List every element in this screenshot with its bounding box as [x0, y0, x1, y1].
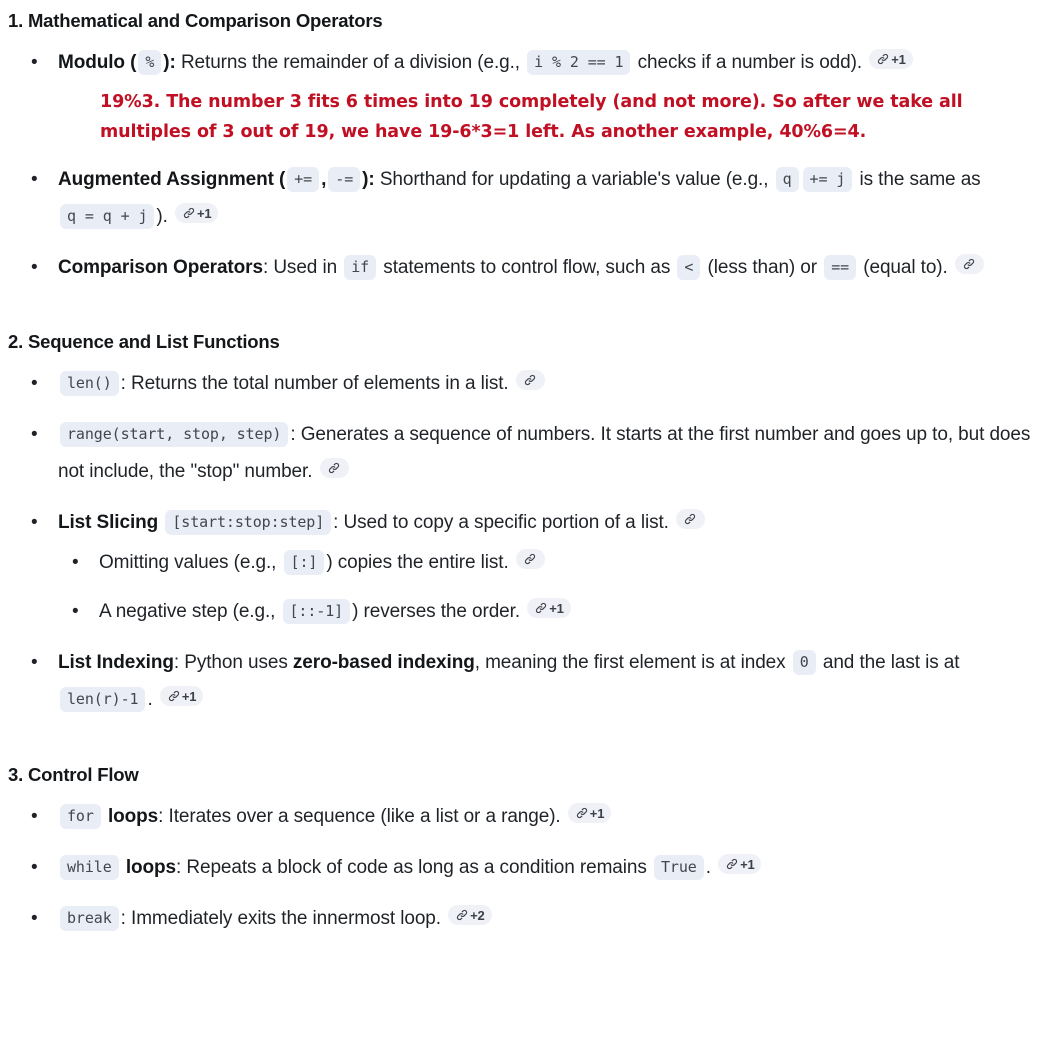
text-indexing-b: , meaning the first element is at index	[474, 652, 786, 674]
text-augmented-b: is the same as	[859, 169, 981, 191]
list-item-list-slicing	[4, 504, 1044, 630]
term-augmented-comma: ,	[321, 169, 327, 191]
text-while-a: : Repeats a block of code as long as a condition remains	[176, 857, 647, 879]
text-indexing-c: and the last is at	[822, 652, 960, 674]
list-item-len	[4, 365, 1044, 402]
code-chip-plus-equals-j: += j	[803, 167, 853, 192]
code-chip-break: break	[60, 906, 119, 931]
code-chip-len: len()	[60, 371, 119, 396]
text-comparison-a: Used in	[273, 257, 338, 279]
citation-count: +1	[549, 600, 564, 616]
code-chip-minus-equals: -=	[328, 167, 360, 192]
term-modulo-close: ):	[163, 52, 176, 74]
citation-count: +1	[196, 205, 212, 221]
link-icon	[182, 206, 196, 220]
bullet-marker: •	[31, 512, 38, 534]
citation-badge[interactable]	[320, 458, 349, 478]
link-icon	[575, 806, 589, 820]
term-comparison-colon: :	[262, 257, 269, 279]
link-icon	[962, 257, 976, 271]
bullet-marker: •	[31, 424, 38, 446]
link-icon	[876, 52, 890, 66]
term-list-slicing: List Slicing	[58, 512, 159, 534]
text-range: : Generates a sequence of numbers. It starts at the first number and goes up to, but does not include, the "stop" number.	[58, 424, 1031, 483]
citation-count: +2	[470, 907, 485, 923]
term-list-indexing: List Indexing	[58, 652, 174, 674]
red-annotation-modulo	[100, 87, 1044, 147]
text-len: : Returns the total number of elements in a list.	[120, 373, 509, 395]
bullet-marker: •	[31, 169, 38, 191]
code-chip-percent: %	[138, 50, 161, 75]
citation-badge[interactable]	[718, 854, 761, 874]
code-chip-slice-syntax: [start:stop:step]	[165, 510, 331, 535]
text-negative-a: A negative step (e.g.,	[99, 601, 276, 623]
term-list-indexing-colon: :	[173, 652, 180, 674]
list-item-omitting-values	[58, 544, 1044, 581]
list-item-negative-step	[58, 593, 1044, 630]
section-2-list	[4, 365, 1044, 718]
bullet-marker: •	[31, 373, 38, 395]
link-icon	[523, 552, 537, 566]
code-chip-i-mod-2: i % 2 == 1	[527, 50, 630, 75]
citation-badge[interactable]	[869, 49, 912, 69]
code-chip-for: for	[60, 804, 101, 829]
citation-badge[interactable]	[568, 803, 611, 823]
bullet-marker: •	[72, 552, 79, 574]
bullet-marker: •	[31, 652, 38, 674]
code-chip-len-r-minus-1: len(r)-1	[60, 687, 145, 712]
text-comparison-d: (equal to).	[863, 257, 948, 279]
text-indexing-d: .	[147, 689, 153, 711]
citation-badge[interactable]	[955, 254, 984, 274]
citation-badge[interactable]	[676, 509, 705, 529]
bullet-marker: •	[31, 908, 38, 930]
list-item-break	[4, 900, 1044, 937]
link-icon	[725, 857, 739, 871]
link-icon	[455, 908, 469, 922]
citation-badge[interactable]	[448, 905, 491, 925]
list-item-list-indexing	[4, 644, 1044, 718]
term-while-loops: loops	[125, 857, 177, 879]
section-heading-2: 2. Sequence and List Functions	[8, 331, 280, 353]
section-heading-1: 1. Mathematical and Comparison Operators	[8, 10, 383, 31]
citation-count: +1	[181, 688, 197, 704]
citation-badge[interactable]	[516, 549, 545, 569]
bullet-marker: •	[31, 52, 38, 74]
code-chip-colon-slice: [:]	[284, 550, 325, 575]
citation-badge[interactable]	[527, 598, 570, 618]
text-list-slicing: : Used to copy a specific portion of a list.	[333, 512, 669, 534]
bullet-marker: •	[72, 601, 79, 623]
code-chip-range: range(start, stop, step)	[60, 422, 288, 447]
code-chip-while: while	[60, 855, 119, 880]
list-item-while-loops	[4, 849, 1044, 886]
text-negative-b: ) reverses the order.	[352, 601, 521, 623]
code-chip-q-assign: q = q + j	[60, 204, 154, 229]
code-chip-less-than: <	[677, 255, 700, 280]
link-icon	[534, 601, 548, 615]
text-modulo-b: checks if a number is odd).	[637, 52, 863, 74]
code-chip-q: q	[776, 167, 799, 192]
text-for-loops: : Iterates over a sequence (like a list or a range).	[158, 806, 561, 828]
text-break: : Immediately exits the innermost loop.	[120, 908, 441, 930]
text-omitting-a: Omitting values (e.g.,	[99, 552, 277, 574]
term-comparison: Comparison Operators	[58, 257, 263, 279]
bullet-marker: •	[31, 806, 38, 828]
citation-count: +1	[891, 51, 906, 67]
annotation-line-1: 19%3. The number 3 fits 6 times into 19 completely (and not more). So after we take all	[100, 92, 963, 113]
section-1-list	[4, 44, 1044, 286]
term-modulo: Modulo (	[58, 52, 137, 74]
list-item-comparison-operators	[4, 249, 1044, 286]
citation-count: +1	[740, 856, 755, 872]
list-item-for-loops	[4, 798, 1044, 835]
code-chip-if: if	[344, 255, 376, 280]
term-augmented-close: ):	[362, 169, 375, 191]
list-item-range	[4, 416, 1044, 490]
bullet-marker: •	[31, 857, 38, 879]
text-omitting-b: ) copies the entire list.	[326, 552, 509, 574]
link-icon	[523, 373, 537, 387]
link-icon	[327, 461, 341, 475]
term-augmented: Augmented Assignment (	[58, 169, 286, 191]
citation-badge[interactable]	[160, 686, 203, 706]
citation-badge[interactable]	[516, 370, 545, 390]
list-slicing-sublist	[58, 544, 1044, 630]
citation-badge[interactable]	[175, 203, 218, 223]
code-chip-reverse-slice: [::-1]	[283, 599, 351, 624]
section-3-list	[4, 798, 1044, 937]
bullet-marker: •	[31, 257, 38, 279]
annotation-line-2: multiples of 3 out of 19, we have 19-6*3=1 left. As another example, 40%6=4.	[100, 122, 867, 143]
text-comparison-c: (less than) or	[707, 257, 818, 279]
code-chip-true: True	[654, 855, 704, 880]
text-modulo-a: Returns the remainder of a division (e.g.,	[180, 52, 520, 74]
list-item-augmented-assignment	[4, 161, 1044, 235]
citation-count: +1	[589, 805, 605, 821]
section-heading-3: 3. Control Flow	[8, 764, 139, 786]
text-augmented-a: Shorthand for updating a variable's value (e.g.,	[379, 169, 769, 191]
text-while-b: .	[705, 857, 711, 879]
term-for-loops: loops	[107, 806, 159, 828]
code-chip-equals-equals: ==	[824, 255, 856, 280]
list-item-modulo	[4, 44, 1044, 147]
code-chip-plus-equals: +=	[287, 167, 319, 192]
text-augmented-c: ).	[156, 206, 168, 228]
link-icon	[167, 689, 181, 703]
text-comparison-b: statements to control flow, such as	[383, 257, 671, 279]
code-chip-zero: 0	[793, 650, 816, 675]
text-indexing-a: Python uses	[184, 652, 288, 674]
term-zero-based: zero-based indexing	[292, 652, 475, 674]
link-icon	[683, 512, 697, 526]
